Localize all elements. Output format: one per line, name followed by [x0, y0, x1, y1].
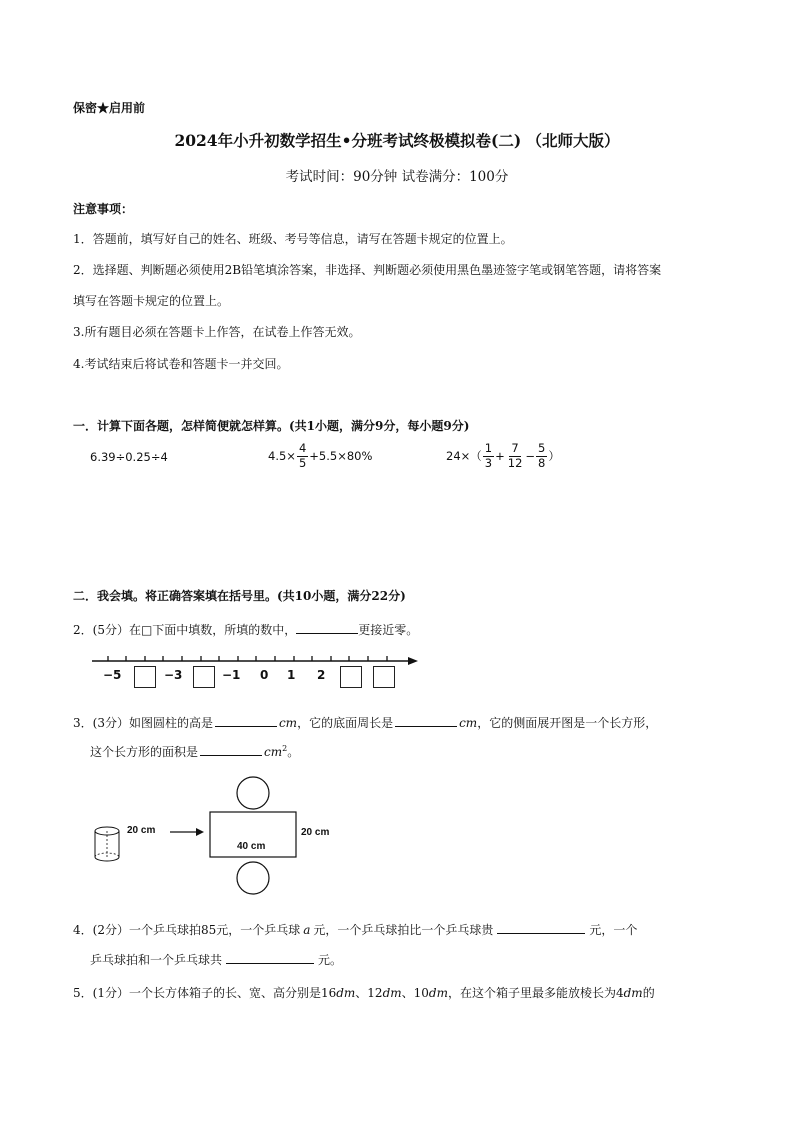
question-3-text: ，它的侧面展开图是一个长方形， — [477, 716, 658, 730]
exam-title: 2024年小升初数学招生•分班考试终极模拟卷(二) （北师大版） — [174, 131, 620, 150]
unit-cm: cm — [459, 716, 478, 730]
question-5-text: ，在这个箱子里最多能放棱长为4 — [447, 986, 624, 1000]
number-line — [90, 651, 420, 701]
tick-label: 2 — [317, 668, 326, 682]
answer-blank[interactable] — [395, 713, 457, 727]
fraction-7-12 — [506, 443, 525, 469]
answer-box[interactable] — [340, 666, 362, 688]
expr2-suffix: +5.5×80% — [309, 449, 373, 463]
question-4-text: 乒乓球拍和一个乒乓球共 — [90, 953, 223, 967]
notice-item-2-cont: 填写在答题卡规定的位置上。 — [73, 294, 230, 308]
question-2-text: 2．(5分）在□下面中填数，所填的数中， — [73, 623, 297, 637]
question-4-text: 元，一个 — [589, 923, 638, 937]
rectangle-width-label: 40 cm — [237, 841, 266, 852]
rectangle-height-label: 20 cm — [301, 827, 330, 838]
operator-minus: − — [525, 449, 536, 463]
exam-subtitle: 考试时间：90分钟 试卷满分：100分 — [285, 169, 509, 185]
calc-expression-3 — [446, 443, 560, 469]
fraction-numerator: 1 — [484, 441, 493, 455]
tick-label: 0 — [260, 668, 269, 682]
answer-box[interactable] — [193, 666, 215, 688]
fraction-numerator: 5 — [538, 441, 546, 455]
question-3-text: 3．(3分）如图圆柱的高是 — [73, 716, 213, 730]
tick-label: −1 — [222, 668, 241, 682]
notice-item-3: 3.所有题目必须在答题卡上作答，在试卷上作答无效。 — [73, 325, 361, 339]
tick-label: −3 — [164, 668, 183, 682]
unit-dm: dm — [428, 986, 448, 1000]
question-3 — [73, 713, 657, 731]
unit-cm-squared: cm — [264, 745, 283, 759]
question-5 — [73, 984, 655, 1001]
answer-blank[interactable] — [497, 920, 585, 934]
fraction-numerator: 7 — [511, 441, 519, 455]
answer-blank[interactable] — [296, 620, 358, 634]
answer-box[interactable] — [373, 666, 395, 688]
fraction-denominator: 5 — [298, 455, 307, 470]
confidential-mark: 保密★启用前 — [73, 101, 146, 115]
question-4 — [73, 920, 637, 938]
cylinder-height-label: 20 cm — [127, 825, 156, 836]
answer-blank[interactable] — [226, 950, 314, 964]
answer-blank[interactable] — [200, 742, 262, 756]
calc-expression-1: 6.39÷0.25÷4 — [90, 450, 168, 464]
unit-exponent: 2 — [282, 744, 288, 753]
answer-blank[interactable] — [215, 713, 277, 727]
fraction-numerator: 4 — [298, 441, 307, 455]
expr2-prefix: 4.5× — [268, 449, 296, 463]
question-2 — [73, 620, 418, 638]
question-4-text: 元。 — [318, 953, 343, 967]
notice-heading: 注意事项： — [73, 202, 134, 216]
expr3-prefix: 24×（ — [446, 449, 482, 463]
tick-label: 1 — [287, 668, 296, 682]
calc-expression-2 — [268, 443, 372, 469]
question-2-text-end: 更接近零。 — [358, 623, 419, 637]
fraction-5-8 — [536, 443, 547, 469]
question-3-text: 。 — [287, 745, 300, 759]
question-3-text: 这个长方形的面积是 — [90, 745, 199, 759]
fraction-1-3 — [483, 443, 494, 469]
unit-cm: cm — [278, 716, 298, 730]
expr3-suffix: ） — [548, 449, 560, 463]
notice-item-1: 1．答题前，填写好自己的姓名、班级、考号等信息，请写在答题卡规定的位置上。 — [73, 232, 513, 246]
question-3-text: ，它的底面周长是 — [297, 716, 394, 730]
variable-a: a — [303, 923, 311, 937]
unit-dm: dm — [336, 986, 356, 1000]
question-4-line-2 — [90, 950, 342, 968]
notice-item-2: 2．选择题、判断题必须使用2B铅笔填涂答案，非选择、判断题必须使用黑色墨迹签字笔或钢笔答题，请将答案 — [73, 263, 662, 277]
question-3-line-2 — [90, 742, 299, 760]
question-5-text: 、10 — [401, 986, 429, 1000]
question-5-text: 5．(1分）一个长方体箱子的长、宽、高分别是16 — [73, 986, 337, 1000]
unit-dm: dm — [382, 986, 402, 1000]
fraction-4-5 — [297, 443, 308, 469]
answer-box[interactable] — [134, 666, 156, 688]
question-4-text: 4．(2分）一个乒乓球拍85元，一个乒乓球 — [73, 923, 301, 937]
question-5-text: 、12 — [355, 986, 383, 1000]
question-4-text: 元，一个乒乓球拍比一个乒乓球贵 — [313, 923, 494, 937]
question-5-text: 的 — [642, 986, 655, 1000]
fraction-denominator: 8 — [538, 455, 546, 470]
notice-item-4: 4.考试结束后将试卷和答题卡一并交回。 — [73, 357, 289, 371]
fraction-denominator: 12 — [507, 455, 523, 470]
cylinder-net-figure — [90, 775, 350, 900]
operator-plus: + — [495, 449, 505, 463]
tick-label: −5 — [103, 668, 122, 682]
section2-heading: 二．我会填。将正确答案填在括号里。(共10小题，满分22分) — [73, 589, 406, 603]
fraction-denominator: 3 — [484, 455, 493, 470]
section1-heading: 一．计算下面各题，怎样简便就怎样算。(共1小题，满分9分，每小题9分) — [73, 419, 470, 433]
unit-dm: dm — [623, 986, 643, 1000]
